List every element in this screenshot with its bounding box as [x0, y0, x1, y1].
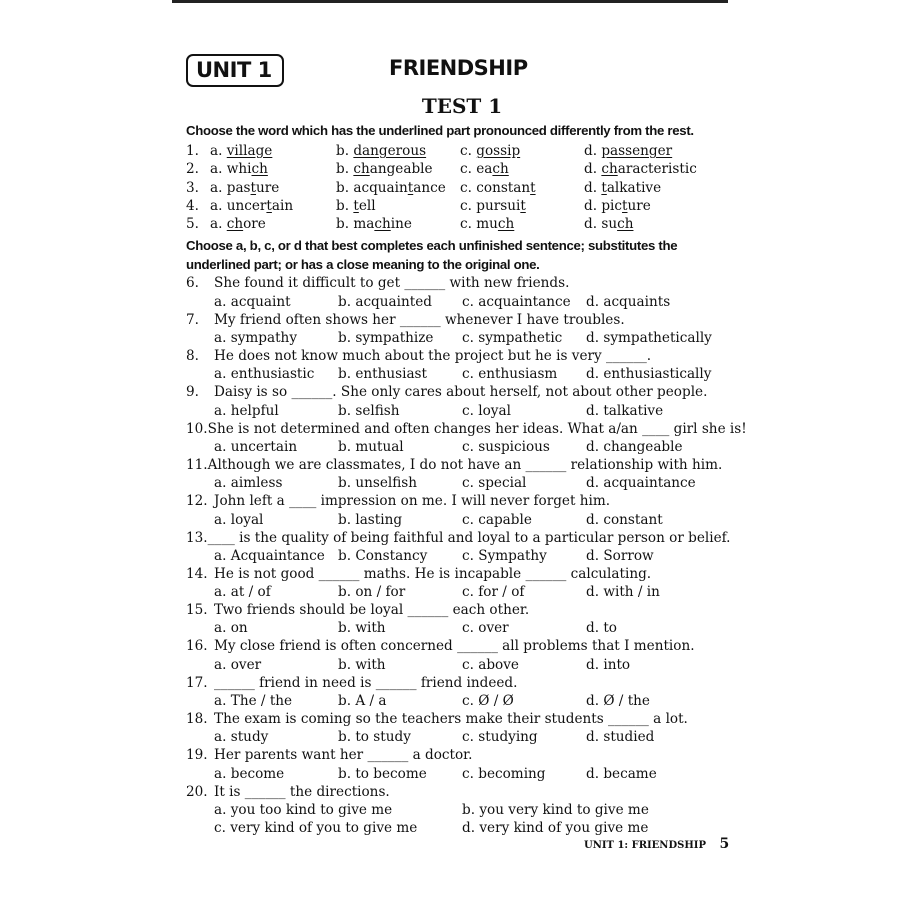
option-b[interactable]: b. to study	[338, 729, 411, 746]
word-part: b.	[336, 179, 354, 196]
option-a[interactable]: a. enthusiastic	[214, 366, 315, 383]
footer-label: UNIT 1: FRIENDSHIP	[584, 840, 706, 851]
question-9	[186, 383, 714, 419]
option-c[interactable]: c. Ø / Ø	[462, 693, 514, 710]
word-part: b.	[336, 143, 354, 159]
option-b[interactable]: b. with	[338, 656, 386, 673]
word-part: pursui	[476, 197, 521, 214]
option-a[interactable]: a. helpful	[214, 402, 279, 419]
word-part: acquain	[353, 179, 408, 196]
underlined-part: ch	[617, 216, 634, 233]
underlined-part: t	[353, 197, 359, 214]
question-number: 3.	[186, 179, 199, 196]
section2-instruction-line2: underlined part; or has a close meaning to the original one.	[186, 257, 540, 273]
pronunciation-row	[186, 179, 714, 197]
option-a[interactable]: a. at / of	[214, 584, 271, 601]
question-text: It is ______ the directions.	[214, 783, 390, 800]
word-part: constan	[476, 179, 531, 196]
question-11	[186, 456, 723, 492]
option-b[interactable]	[336, 215, 460, 233]
option-a[interactable]: a. aimless	[214, 475, 283, 492]
completion-questions	[186, 274, 747, 782]
question-number: 17.	[186, 674, 208, 691]
word-part: b.	[336, 216, 354, 233]
question-text: My close friend is often concerned ______ all problems that I mention.	[214, 638, 695, 655]
word-part: su	[601, 216, 618, 233]
option-d[interactable]: d. talkative	[586, 402, 664, 419]
option-d[interactable]: d. constant	[586, 511, 663, 528]
option-b[interactable]: b. mutual	[338, 438, 404, 455]
word-part: ine	[390, 216, 412, 233]
question-7	[186, 311, 714, 347]
underlined-part: ch	[492, 161, 509, 178]
page-footer	[584, 836, 729, 852]
option-b[interactable]: b. with	[338, 620, 386, 637]
option-c[interactable]: c. capable	[462, 511, 532, 528]
option-b[interactable]: b. sympathize	[338, 330, 434, 347]
question-text: Although we are classmates, I do not have an ______ relationship with him.	[207, 456, 723, 473]
question-number: 13.	[186, 529, 208, 546]
word-part: c.	[460, 197, 477, 214]
option-a[interactable]	[210, 197, 336, 215]
option-b[interactable]	[336, 197, 460, 215]
question-17	[186, 674, 714, 710]
option-a[interactable]: a. become	[214, 765, 285, 782]
option-d[interactable]: d. changeable	[586, 438, 683, 455]
option-d[interactable]: d. into	[586, 656, 631, 673]
option-c[interactable]: c. studying	[462, 729, 538, 746]
option-d[interactable]: d. sympathetically	[586, 330, 712, 347]
option-c[interactable]	[460, 142, 584, 160]
option-d[interactable]	[584, 197, 714, 215]
option-c[interactable]: c. Sympathy	[462, 547, 547, 564]
option-c[interactable]	[460, 197, 584, 215]
word-part: ance	[413, 179, 446, 196]
underlined-part: t	[622, 197, 628, 214]
underlined-part: village	[226, 143, 273, 159]
option-a[interactable]: a. uncertain	[214, 438, 298, 455]
question-14	[186, 565, 714, 601]
word-part: a.	[210, 143, 227, 159]
option-c[interactable]: c. special	[462, 475, 527, 492]
pronunciation-questions	[186, 142, 714, 233]
question-number: 18.	[186, 711, 208, 728]
word-part: d.	[584, 197, 602, 214]
word-part: a.	[210, 161, 227, 178]
option-a[interactable]: a. Acquaintance	[214, 547, 325, 564]
word-part: d.	[584, 179, 602, 196]
question-19	[186, 746, 714, 782]
option-b[interactable]: b. unselfish	[338, 475, 418, 492]
question-18	[186, 710, 714, 746]
option-b[interactable]	[336, 179, 460, 197]
underlined-part: t	[530, 179, 536, 196]
option-b[interactable]: b. selfish	[338, 402, 400, 419]
underlined-part: t	[407, 179, 414, 196]
option-c[interactable]: c. sympathetic	[462, 330, 563, 347]
option-b[interactable]: b. lasting	[338, 511, 403, 528]
option-c[interactable]: c. becoming	[462, 765, 546, 782]
question-20	[186, 783, 714, 837]
question-15	[186, 601, 714, 637]
underlined-part: t	[250, 179, 257, 196]
word-part: b.	[336, 161, 354, 178]
option-d[interactable]: d. to	[586, 620, 617, 637]
pronunciation-row	[186, 142, 714, 160]
question-text: Daisy is so ______. She only cares about herself, not about other people.	[214, 384, 708, 401]
option-b[interactable]: b. A / a	[338, 693, 387, 710]
question-13	[186, 529, 731, 565]
underlined-part: t	[520, 197, 526, 214]
question-text: ______ friend in need is ______ friend indeed.	[214, 674, 518, 691]
pronunciation-row	[186, 160, 714, 178]
word-part: ea	[476, 161, 493, 178]
word-part: ure	[256, 179, 280, 196]
option-c[interactable]: c. enthusiasm	[462, 366, 558, 383]
section2	[186, 236, 747, 836]
question-number: 1.	[186, 143, 199, 159]
word-part: pas	[226, 179, 251, 196]
option-d[interactable]	[584, 179, 714, 197]
question-text: She found it difficult to get ______ with new friends.	[214, 275, 570, 292]
option-b[interactable]: b. on / for	[338, 584, 406, 601]
top-rule	[172, 0, 728, 3]
word-part: ore	[243, 216, 266, 233]
option-b[interactable]	[336, 142, 460, 160]
question-number: 11.	[186, 456, 208, 473]
underlined-part: ch	[601, 161, 618, 178]
option-a[interactable]: a. acquaint	[214, 293, 291, 310]
question-16	[186, 637, 714, 673]
question-number: 16.	[186, 638, 208, 655]
word-part: d.	[584, 143, 602, 159]
option-a[interactable]: a. you too kind to give me	[214, 801, 393, 818]
underlined-part: ch	[353, 161, 370, 178]
question-12	[186, 492, 714, 528]
option-a[interactable]: a. study	[214, 729, 269, 746]
underlined-part: ch	[226, 216, 244, 233]
option-c[interactable]: c. very kind of you to give me	[214, 819, 418, 836]
option-c[interactable]: c. suspicious	[462, 438, 550, 455]
word-part: ell	[358, 197, 376, 214]
test-title: TEST 1	[421, 94, 503, 118]
question-number: 10.	[186, 420, 208, 437]
option-b[interactable]: b. to become	[338, 765, 427, 782]
option-b[interactable]	[336, 160, 460, 178]
option-b[interactable]: b. Constancy	[338, 547, 428, 564]
option-d[interactable]: d. very kind of you give me	[462, 819, 649, 836]
option-a[interactable]: a. on	[214, 620, 248, 637]
question-number: 7.	[186, 311, 199, 328]
unit-badge: UNIT 1	[186, 54, 284, 87]
word-part: ure	[627, 197, 651, 214]
word-part: a.	[210, 216, 227, 233]
option-a[interactable]	[210, 142, 336, 160]
option-d[interactable]: d. acquaintance	[586, 475, 696, 492]
option-b[interactable]: b. enthusiast	[338, 366, 427, 383]
option-c[interactable]: c. loyal	[462, 402, 511, 419]
word-part: mu	[476, 216, 498, 233]
word-part: aracteristic	[617, 161, 697, 178]
word-part: whi	[226, 161, 252, 178]
question-number: 19.	[186, 747, 208, 764]
option-c[interactable]: c. acquaintance	[462, 293, 571, 310]
word-part: a.	[210, 197, 227, 214]
pronunciation-row	[186, 215, 714, 233]
word-part: d.	[584, 161, 602, 178]
option-c[interactable]	[460, 160, 584, 178]
question-6	[186, 274, 714, 310]
question-number: 2.	[186, 161, 199, 178]
section2-instruction-line1: Choose a, b, c, or d that best completes each unfinished sentence; substitutes the	[186, 238, 678, 254]
option-a[interactable]: a. sympathy	[214, 330, 297, 347]
word-part: c.	[460, 179, 477, 196]
page-header	[186, 46, 714, 90]
question-number: 12.	[186, 493, 208, 510]
page-number: 5	[719, 836, 730, 852]
question-number: 8.	[186, 348, 199, 365]
word-part: a.	[210, 179, 227, 196]
word-part: uncer	[226, 197, 267, 214]
option-d[interactable]	[584, 160, 714, 178]
underlined-part: ch	[497, 216, 515, 233]
question-text: Her parents want her ______ a doctor.	[214, 747, 473, 764]
option-a[interactable]: a. The / the	[214, 693, 293, 710]
question-number: 15.	[186, 602, 208, 619]
option-a[interactable]	[210, 215, 336, 233]
question-text: My friend often shows her ______ whenever I have troubles.	[214, 311, 625, 328]
option-c[interactable]: c. over	[462, 620, 509, 637]
option-b[interactable]: b. acquainted	[338, 293, 432, 310]
underlined-part: passenger	[601, 143, 673, 159]
option-d[interactable]	[584, 142, 714, 160]
pronunciation-row	[186, 197, 714, 215]
option-c[interactable]	[460, 179, 584, 197]
question-number: 4.	[186, 197, 199, 214]
unit-title: FRIENDSHIP	[389, 56, 528, 80]
underlined-part: t	[266, 197, 272, 214]
option-d[interactable]: d. Ø / the	[586, 693, 650, 710]
option-c[interactable]: c. for / of	[462, 584, 525, 601]
question-number: 5.	[186, 216, 199, 233]
question-text: He is not good ______ maths. He is incapable ______ calculating.	[214, 565, 652, 582]
option-d[interactable]: d. acquaints	[586, 293, 671, 310]
underlined-part: ch	[251, 161, 268, 178]
word-part: angeable	[369, 161, 433, 178]
underlined-part: ch	[374, 216, 391, 233]
word-part: b.	[336, 197, 354, 214]
word-part: c.	[460, 143, 477, 159]
question-text: Two friends should be loyal ______ each other.	[214, 602, 530, 619]
question-number: 6.	[186, 275, 199, 292]
underlined-part: dangerous	[353, 143, 427, 159]
option-a[interactable]	[210, 160, 336, 178]
option-b[interactable]: b. you very kind to give me	[462, 801, 649, 818]
option-c[interactable]: c. above	[462, 656, 519, 673]
option-d[interactable]: d. Sorrow	[586, 547, 654, 564]
option-d[interactable]: d. enthusiastically	[586, 366, 712, 383]
word-part: c.	[460, 216, 477, 233]
word-part: d.	[584, 216, 602, 233]
option-a[interactable]: a. loyal	[214, 511, 264, 528]
question-text: John left a ____ impression on me. I will never forget him.	[214, 493, 611, 510]
question-number: 9.	[186, 384, 199, 401]
question-number: 14.	[186, 565, 208, 582]
question-number: 20.	[186, 783, 208, 800]
option-d[interactable]: d. became	[586, 765, 657, 782]
word-part: ma	[353, 216, 375, 233]
question-text: The exam is coming so the teachers make their students ______ a lot.	[214, 711, 688, 728]
question-text: ____ is the quality of being faithful and loyal to a particular person or belief.	[207, 529, 731, 546]
section1-instruction: Choose the word which has the underlined part pronounced differently from the rest.	[186, 123, 694, 138]
question-10	[186, 420, 747, 456]
question-8	[186, 347, 714, 383]
word-part: c.	[460, 161, 477, 178]
option-a[interactable]	[210, 179, 336, 197]
word-part: alkative	[606, 179, 662, 196]
option-d[interactable]: d. studied	[586, 729, 655, 746]
question-text: She is not determined and often changes her ideas. What a/an ____ girl she is!	[207, 420, 747, 437]
underlined-part: t	[601, 179, 607, 196]
question-text: He does not know much about the project but he is very ______.	[214, 348, 652, 365]
option-d[interactable]	[584, 215, 714, 233]
worksheet-page	[186, 46, 747, 837]
option-a[interactable]: a. over	[214, 656, 262, 673]
option-d[interactable]: d. with / in	[586, 584, 660, 601]
word-part: ain	[271, 197, 294, 214]
option-c[interactable]	[460, 215, 584, 233]
word-part: pic	[601, 197, 623, 214]
underlined-part: gossip	[476, 143, 521, 159]
